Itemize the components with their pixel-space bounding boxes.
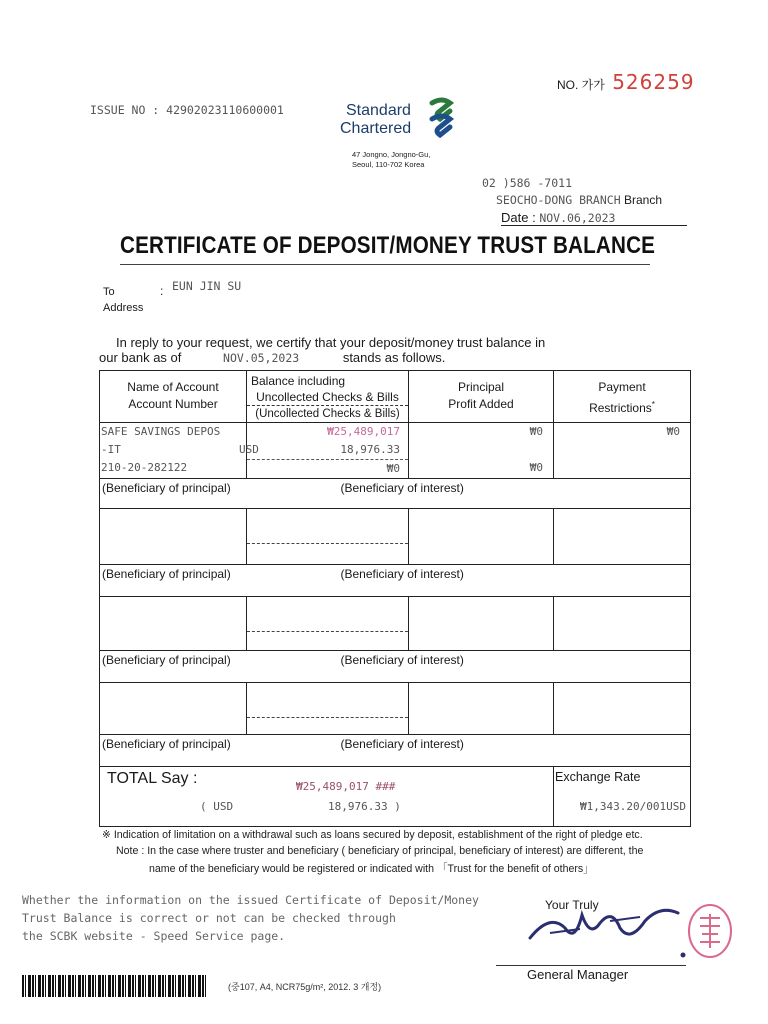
total-usd-value: 18,976.33 ) bbox=[328, 800, 401, 813]
form-code: (중107, A4, NCR75g/m², 2012. 3 개정) bbox=[228, 982, 382, 992]
ben-interest-cell bbox=[247, 565, 691, 597]
phone-number: 02 )586 -7011 bbox=[482, 176, 573, 190]
header-restrictions-l1: Payment bbox=[598, 380, 646, 394]
signature-line bbox=[496, 965, 686, 966]
seal-stamp bbox=[686, 902, 734, 965]
table-header-row bbox=[100, 371, 691, 423]
your-truly: Your Truly bbox=[545, 898, 599, 912]
empty-cell bbox=[554, 509, 691, 565]
note-3: name of the beneficiary would be registered or indicated with 「Trust for the benefit of others」 bbox=[149, 863, 594, 875]
general-manager-label: General Manager bbox=[527, 967, 629, 982]
uncollected-amount: ₩0 bbox=[386, 462, 400, 475]
intro-line2-b: stands as follows. bbox=[342, 350, 446, 365]
branch-name: SEOCHO-DONG BRANCH bbox=[496, 193, 621, 207]
ben-interest-label: (Beneficiary of interest) bbox=[340, 737, 464, 751]
header-balance-l2: Uncollected Checks & Bills bbox=[247, 389, 408, 406]
ben-interest-cell bbox=[247, 651, 691, 683]
bank-address-line1: 47 Jongno, Jongno-Gu, bbox=[352, 150, 431, 159]
beneficiary-row bbox=[100, 565, 691, 597]
header-balance-l1: Balance including bbox=[251, 374, 346, 388]
table-row bbox=[100, 423, 691, 479]
signature bbox=[520, 893, 690, 968]
account-name-1: SAFE SAVINGS DEPOS bbox=[101, 425, 221, 438]
header-principal-l2: Profit Added bbox=[448, 397, 514, 411]
restriction-cell bbox=[554, 423, 691, 479]
total-cell bbox=[100, 767, 554, 827]
header-principal bbox=[409, 371, 554, 423]
header-principal-l1: Principal bbox=[457, 380, 505, 394]
standard-chartered-logo bbox=[428, 97, 454, 150]
empty-cell bbox=[409, 597, 554, 651]
empty-cell bbox=[100, 509, 247, 565]
table-row bbox=[100, 597, 691, 651]
exchange-label: Exchange Rate bbox=[555, 770, 641, 784]
bank-name bbox=[340, 102, 411, 138]
bank-address bbox=[352, 150, 430, 170]
barcode bbox=[22, 975, 208, 997]
verification-text bbox=[22, 891, 479, 945]
to-colon: : bbox=[160, 284, 164, 298]
beneficiary-row bbox=[100, 479, 691, 509]
empty-balance-cell bbox=[247, 683, 409, 735]
header-balance-l3: (Uncollected Checks & Bills) bbox=[255, 408, 400, 420]
ben-principal-cell bbox=[100, 651, 247, 683]
as-of-date: NOV.05,2023 bbox=[223, 351, 300, 365]
empty-cell bbox=[100, 683, 247, 735]
balance-usd: 18,976.33 bbox=[340, 443, 400, 456]
empty-cell bbox=[554, 683, 691, 735]
verification-line1: Whether the information on the issued Certificate of Deposit/Money bbox=[22, 893, 479, 907]
intro-line1: In reply to your request, we certify that your deposit/money trust balance in bbox=[116, 335, 546, 350]
balance-krw: ₩25,489,017 bbox=[327, 425, 400, 438]
to-label: To bbox=[103, 286, 115, 298]
restriction-amount: ₩0 bbox=[666, 425, 680, 438]
ben-principal-cell bbox=[100, 479, 247, 509]
address-label: Address bbox=[103, 302, 144, 314]
intro-line2-a: our bank as of bbox=[99, 350, 182, 365]
ben-interest-label: (Beneficiary of interest) bbox=[340, 653, 464, 667]
header-account-l1: Name of Account bbox=[127, 380, 219, 394]
exchange-cell bbox=[554, 767, 691, 827]
empty-cell bbox=[100, 597, 247, 651]
account-name-2: -IT bbox=[101, 443, 121, 456]
page-title: CERTIFICATE OF DEPOSIT/MONEY TRUST BALANCE bbox=[120, 232, 656, 259]
ben-interest-cell bbox=[247, 735, 691, 767]
serial-no-label: NO. 가가 bbox=[557, 78, 605, 92]
total-usd-open: ( USD bbox=[200, 800, 234, 813]
bank-name-line2: Chartered bbox=[340, 120, 412, 137]
branch-label: Branch bbox=[623, 193, 662, 207]
note-2: Note : In the case where truster and beneficiary ( beneficiary of principal, beneficiary of interest) are different, the bbox=[116, 845, 644, 857]
balance-cell bbox=[239, 423, 409, 479]
verification-line2: Trust Balance is correct or not can be checked through bbox=[22, 911, 396, 925]
ben-principal-label: (Beneficiary of principal) bbox=[102, 653, 231, 667]
profit-amount: ₩0 bbox=[529, 461, 543, 474]
branch-line bbox=[496, 193, 662, 207]
table-row bbox=[100, 683, 691, 735]
currency-code: USD bbox=[239, 443, 259, 456]
ben-principal-cell bbox=[100, 735, 247, 767]
issue-number: ISSUE NO : 42902023110600001 bbox=[90, 103, 284, 117]
empty-cell bbox=[409, 509, 554, 565]
ben-principal-label: (Beneficiary of principal) bbox=[102, 567, 231, 581]
header-account bbox=[100, 371, 247, 423]
total-row bbox=[100, 767, 691, 827]
exchange-value: ₩1,343.20/001USD bbox=[580, 800, 686, 813]
bank-name-line1: Standard bbox=[346, 102, 411, 119]
verification-line3: the SCBK website - Speed Service page. bbox=[22, 929, 286, 943]
serial-no-value: 526259 bbox=[612, 70, 695, 94]
intro-line2 bbox=[99, 350, 445, 365]
header-restrictions-l2: Restrictions bbox=[589, 401, 652, 415]
ben-principal-label: (Beneficiary of principal) bbox=[102, 737, 231, 751]
table-row bbox=[100, 509, 691, 565]
empty-balance-cell bbox=[247, 597, 409, 651]
date-value: NOV.06,2023 bbox=[539, 211, 616, 225]
empty-cell bbox=[409, 683, 554, 735]
ben-principal-label: (Beneficiary of principal) bbox=[102, 481, 231, 495]
header-account-l2: Account Number bbox=[128, 397, 218, 411]
empty-balance-cell bbox=[247, 509, 409, 565]
date-line bbox=[501, 210, 687, 226]
note-1: ※ Indication of limitation on a withdrawal such as loans secured by deposit, establishment of the right of pledge etc. bbox=[102, 829, 643, 841]
recipient-name: EUN JIN SU bbox=[172, 279, 242, 293]
beneficiary-row bbox=[100, 735, 691, 767]
beneficiary-row bbox=[100, 651, 691, 683]
bank-address-line2: Seoul, 110-702 Korea bbox=[352, 160, 425, 169]
ben-interest-label: (Beneficiary of interest) bbox=[340, 481, 464, 495]
principal-amount: ₩0 bbox=[529, 425, 543, 438]
ben-principal-cell bbox=[100, 565, 247, 597]
empty-cell bbox=[554, 597, 691, 651]
title-underline bbox=[120, 264, 650, 265]
header-balance bbox=[247, 371, 409, 423]
principal-cell bbox=[409, 423, 554, 479]
balance-table bbox=[99, 370, 691, 827]
total-label: TOTAL Say : bbox=[107, 770, 198, 787]
account-cell bbox=[100, 423, 247, 479]
account-number: 210-20-282122 bbox=[101, 461, 188, 474]
header-restrictions-l2-wrap: Restrictions* bbox=[589, 400, 655, 415]
ben-interest-label: (Beneficiary of interest) bbox=[340, 567, 464, 581]
header-restrictions bbox=[554, 371, 691, 423]
total-krw: ₩25,489,017 ### bbox=[296, 780, 396, 793]
date-label: Date : bbox=[501, 210, 536, 225]
ben-interest-cell bbox=[247, 479, 691, 509]
serial-number bbox=[557, 70, 695, 94]
